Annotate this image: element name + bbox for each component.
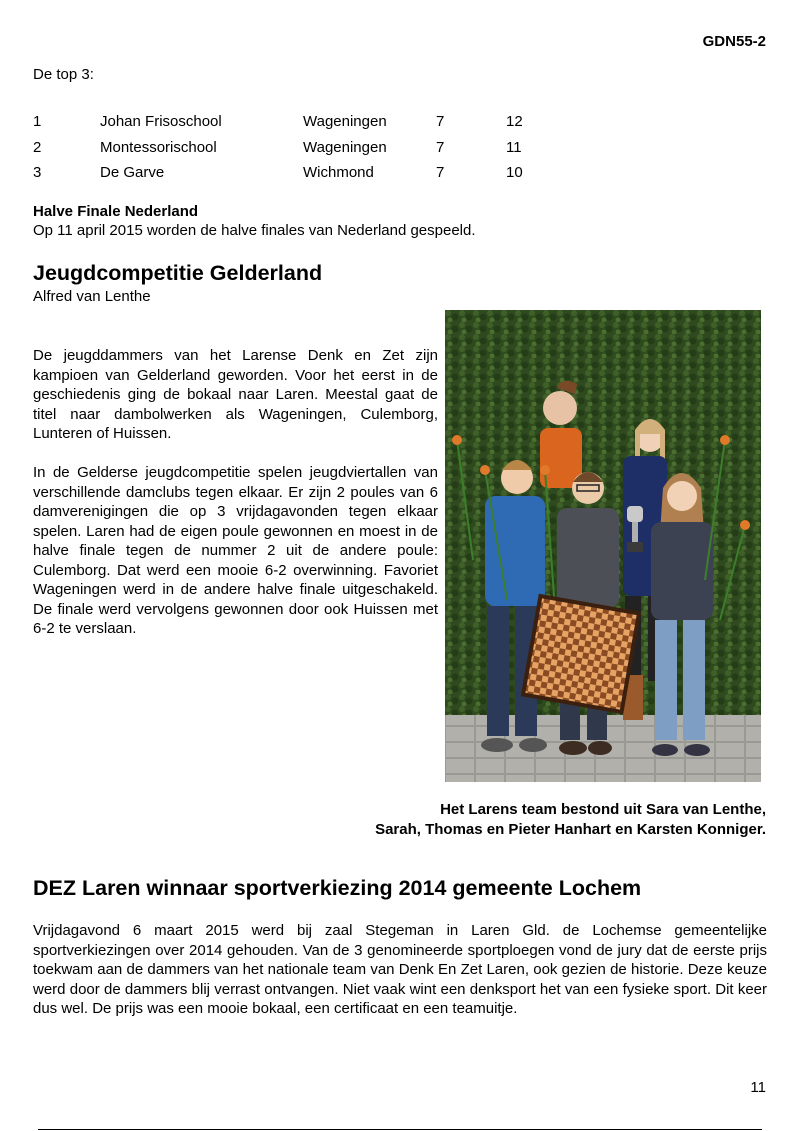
rank-cell: 3: [33, 164, 42, 181]
article-paragraph: De jeugddammers van het Larense Denk en Zet zijn kampioen van Gelderland geworden. Voor het eerst in de geschiedenis ging de bokaal naar Laren. Meestal gaat de titel naar dambolwerken als Wageningen, Culemborg, Lunteren of Huissen.: [33, 347, 438, 442]
article-body: [33, 346, 438, 658]
school-cell: De Garve: [100, 164, 165, 181]
rank-cell: 2: [33, 138, 42, 156]
article-title: DEZ Laren winnaar sportverkiezing 2014 gemeente Lochem: [33, 876, 642, 900]
article-paragraph: In de Gelderse jeugdcompetitie spelen jeugdviertallen van verschillende damclubs tegen elkaar. Er zijn 2 poules van 6 damverenigingen die op 3 vrijdagavonden tegen elkaar spelen. Laren had de eigen poule gewonnen en moest in de halve finale tegen de nummer 2 uit de andere poule: Culemborg. Dat werd een mooie 6-2 overwinning. Favoriet Wageningen werd in de andere halve finale uitgeschakeld. De finale werd vervolgens gewonnen door ook Huissen met 6-2 te verslaan.: [33, 464, 438, 637]
school-cell: Montessorischool: [100, 138, 217, 156]
article-author: Alfred van Lenthe: [33, 288, 151, 305]
caption-line: Sarah, Thomas en Pieter Hanhart en Karsten Konniger.: [375, 821, 766, 838]
city-cell: Wageningen: [303, 138, 387, 156]
city-cell: Wichmond: [303, 164, 374, 181]
city-cell: Wageningen: [303, 113, 387, 130]
points-cell: 10: [506, 164, 523, 181]
document-code: GDN55-2: [702, 33, 766, 50]
article-body: Vrijdagavond 6 maart 2015 werd bij zaal Stegeman in Laren Gld. de Lochemse gemeentelijke sportverkiezingen over 2014 gehouden. Van de 3 genomineerde sportploegen vond de jury dat de eerste prijs toekwam aan de dammers van het nationale team van Denk En Zet Laren, ook gezien de historie. Deze keuze werd door de dammers blij verrast ontvangen. Niet vaak wint een denksport het van een fysieke sport. Dit keer dus wel. De prijs was een mooie bokaal, een certificaat en een teamuitje.: [33, 922, 767, 1017]
footer-divider: [38, 1129, 762, 1130]
caption-line: Het Larens team bestond uit Sara van Lenthe,: [440, 801, 766, 818]
team-photo: [445, 310, 761, 782]
top3-heading: De top 3:: [33, 66, 94, 83]
rank-cell: 1: [33, 113, 42, 130]
games-cell: 7: [436, 164, 445, 181]
points-cell: 11: [506, 138, 522, 156]
games-cell: 7: [436, 113, 445, 130]
school-cell: Johan Frisoschool: [100, 113, 222, 130]
games-cell: 7: [436, 138, 445, 156]
semi-final-heading: Halve Finale Nederland: [33, 203, 199, 220]
photo-caption: [246, 800, 766, 840]
points-cell: 12: [506, 113, 523, 130]
page-number: 11: [750, 1079, 766, 1096]
semi-final-text: Op 11 april 2015 worden de halve finales van Nederland gespeeld.: [33, 222, 476, 239]
article-title: Jeugdcompetitie Gelderland: [33, 261, 323, 285]
